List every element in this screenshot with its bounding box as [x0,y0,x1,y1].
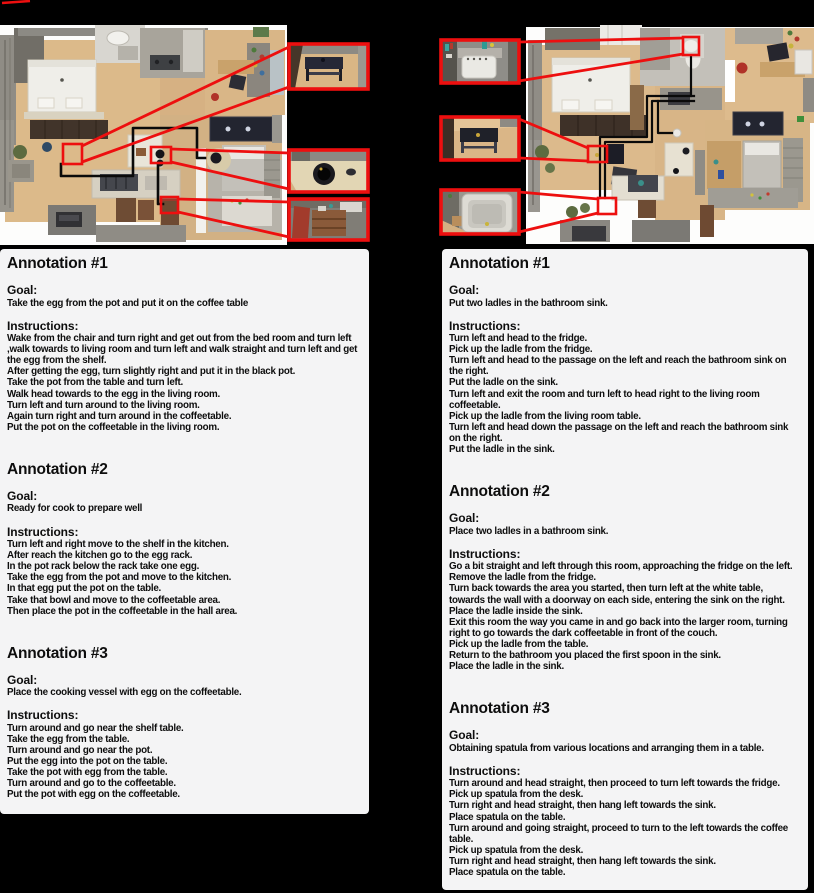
instruction-line: Turn around and go to the coffeetable. [7,778,176,790]
crop-coffee-table [289,44,368,89]
instruction-line: Put the egg into the pot on the table. [7,756,168,768]
instructions-list [449,561,800,672]
annotation-title: Annotation #2 [7,460,108,478]
instruction-line: Turn right and head straight, then hang left towards the sink. [449,855,716,867]
instruction-line: Put the pot with egg on the coffeetable. [7,789,180,801]
bed [552,58,630,112]
annotation-title: Annotation #1 [7,255,108,272]
goal-text: Place the cooking vessel with egg on the coffeetable. [7,687,242,699]
lamp [673,129,681,137]
instructions-label: Instructions: [449,546,521,561]
instruction-line: Then place the pot in the coffeetable in the hall area. [7,605,238,617]
instructions-list [7,723,361,801]
instructions-label: Instructions: [7,708,79,723]
instruction-line: Put the ladle on the sink. [449,377,558,389]
instruction-line: Walk head towards to the egg in the living room. [7,388,220,400]
red-kettle [737,63,748,74]
instruction-line: Put the ladle in the sink. [449,444,555,456]
couch [30,120,108,139]
instruction-line: In that egg put the pot on the table. [7,583,162,595]
goal-label: Goal: [7,672,38,687]
instruction-line: Go a bit straight and left through this room, approaching the fridge on the left. [449,561,793,573]
crop-coffee-table [441,117,519,160]
instruction-line: Exit this room the way you came in and go back into the larger room, turning right to go towards the dark coffeetable in front of the couch. [449,616,788,639]
instructions-list [449,333,800,455]
instruction-line: Place the ladle inside the sink. [449,605,583,617]
goal-label: Goal: [449,511,480,526]
instruction-line: Wake from the chair and turn right and get out from the bed room and turn left ,walk towards to living room and turn left and walk straight and turn left and get the egg from the shelf. [7,333,358,367]
instruction-line: Take the egg from the table. [7,733,130,745]
instruction-line: Pick up the ladle from the fridge. [449,344,593,356]
plant [13,145,27,159]
plant [535,145,549,159]
instruction-line: Pick up spatula from the desk. [449,844,584,856]
nightstand [607,144,624,164]
instruction-line: After reach the kitchen go to the egg rack. [7,550,193,562]
goal-label: Goal: [7,283,38,297]
instruction-line: Turn left and exit the room and turn left to head right to the living room coffeetable. [449,388,760,411]
instruction-line: Turn around and going straight, proceed to turn to the left towards the coffee table. [449,822,788,845]
instruction-line: Turn around and head straight, then proceed to turn left towards the fridge. [449,778,780,790]
instruction-line: Place spatula on the table. [449,867,566,878]
annotation-block-2 [449,483,800,672]
scene-scan-left-figure [0,0,375,250]
annotation-box-right [442,249,808,890]
instruction-line: Take the pot with egg from the table. [7,767,168,779]
annotation-block-3 [449,700,800,878]
crop-shelf-cart [289,199,368,240]
goal-text: Ready for cook to prepare well [7,503,143,515]
instructions-label: Instructions: [449,763,521,778]
white-desk [665,143,693,176]
instructions-list [7,539,361,617]
instructions-label: Instructions: [449,318,521,333]
annotation-title: Annotation #2 [449,483,550,501]
scene-scan-right-figure [435,0,814,250]
goal-text: Obtaining spatula from various locations and arranging them in a table. [449,742,764,754]
instructions-label: Instructions: [7,318,79,333]
instruction-line: Turn around and go near the shelf table. [7,722,184,734]
instruction-line: Again turn right and turn around in the coffeetable. [7,410,232,422]
crop-bathroom-sink [441,40,519,83]
annotation-title: Annotation #3 [449,700,550,718]
dark-table [210,115,282,143]
instruction-line: Turn back towards the area you started, then turn left at the white table, towards the wall with a doorway on each side, entering the sink on the right. [449,583,785,606]
goal-text: Take the egg from the pot and put it on the coffee table [7,297,249,309]
goal-text: Place two ladles in a bathroom sink. [449,525,609,537]
instruction-line: Turn left and head to the fridge. [449,333,587,345]
annotation-block-3 [7,645,361,801]
instruction-line: Place the ladle in the sink. [449,661,564,673]
crop-bathtub [441,190,519,234]
instructions-label: Instructions: [7,524,79,539]
crop-pot-on-table [289,150,368,192]
instruction-line: After getting the egg, turn slightly right and put it in the black pot. [7,366,296,378]
apartment-scan-left [0,25,287,245]
apartment-scan-right [526,25,814,244]
annotation-box-left [0,249,369,814]
instruction-line: Put the pot on the coffeetable in the living room. [7,421,220,433]
instruction-line: Turn around and go near the pot. [7,744,153,756]
annotation-title: Annotation #3 [7,644,108,662]
instruction-line: Pick up spatula from the desk. [449,789,584,801]
instructions-list [449,778,800,878]
annotation-block-2 [7,461,361,617]
instruction-line: Take the egg from the pot and move to the kitchen. [7,572,232,584]
instruction-line: Turn right and head straight, then hang left towards the sink. [449,800,716,812]
instruction-line: Pick up the ladle from the living room table. [449,410,641,422]
stool [42,142,52,152]
instruction-line: Pick up the ladle from the table. [449,638,589,650]
cropped-connector-line [2,1,30,3]
bed [24,60,104,119]
annotation-title: Annotation #1 [449,255,550,272]
goal-label: Goal: [449,283,480,297]
goal-label: Goal: [7,488,38,503]
goal-text: Put two ladles in the bathroom sink. [449,297,608,309]
instructions-list [7,333,361,433]
instruction-line: Take the pot from the table and turn left. [7,377,184,389]
instruction-line: Turn left and right move to the shelf in the kitchen. [7,539,229,551]
annotation-block-1 [7,255,361,433]
instruction-line: Turn left and turn around to the living room. [7,399,200,411]
instruction-line: Return to the bathroom you placed the first spoon in the sink. [449,649,721,661]
annotation-block-1 [449,255,800,455]
instruction-line: In the pot rack below the rack take one egg. [7,561,200,573]
instruction-line: Turn left and head to the passage on the left and reach the bathroom sink on the right. [449,355,787,378]
instruction-line: Take that bowl and move to the coffeetable area. [7,594,221,606]
goal-label: Goal: [449,728,480,743]
instruction-line: Remove the ladle from the fridge. [449,572,596,584]
instruction-line: Place spatula on the table. [449,811,566,823]
instruction-line: Turn left and head down the passage on the left and reach the bathroom sink on the right. [449,421,789,444]
